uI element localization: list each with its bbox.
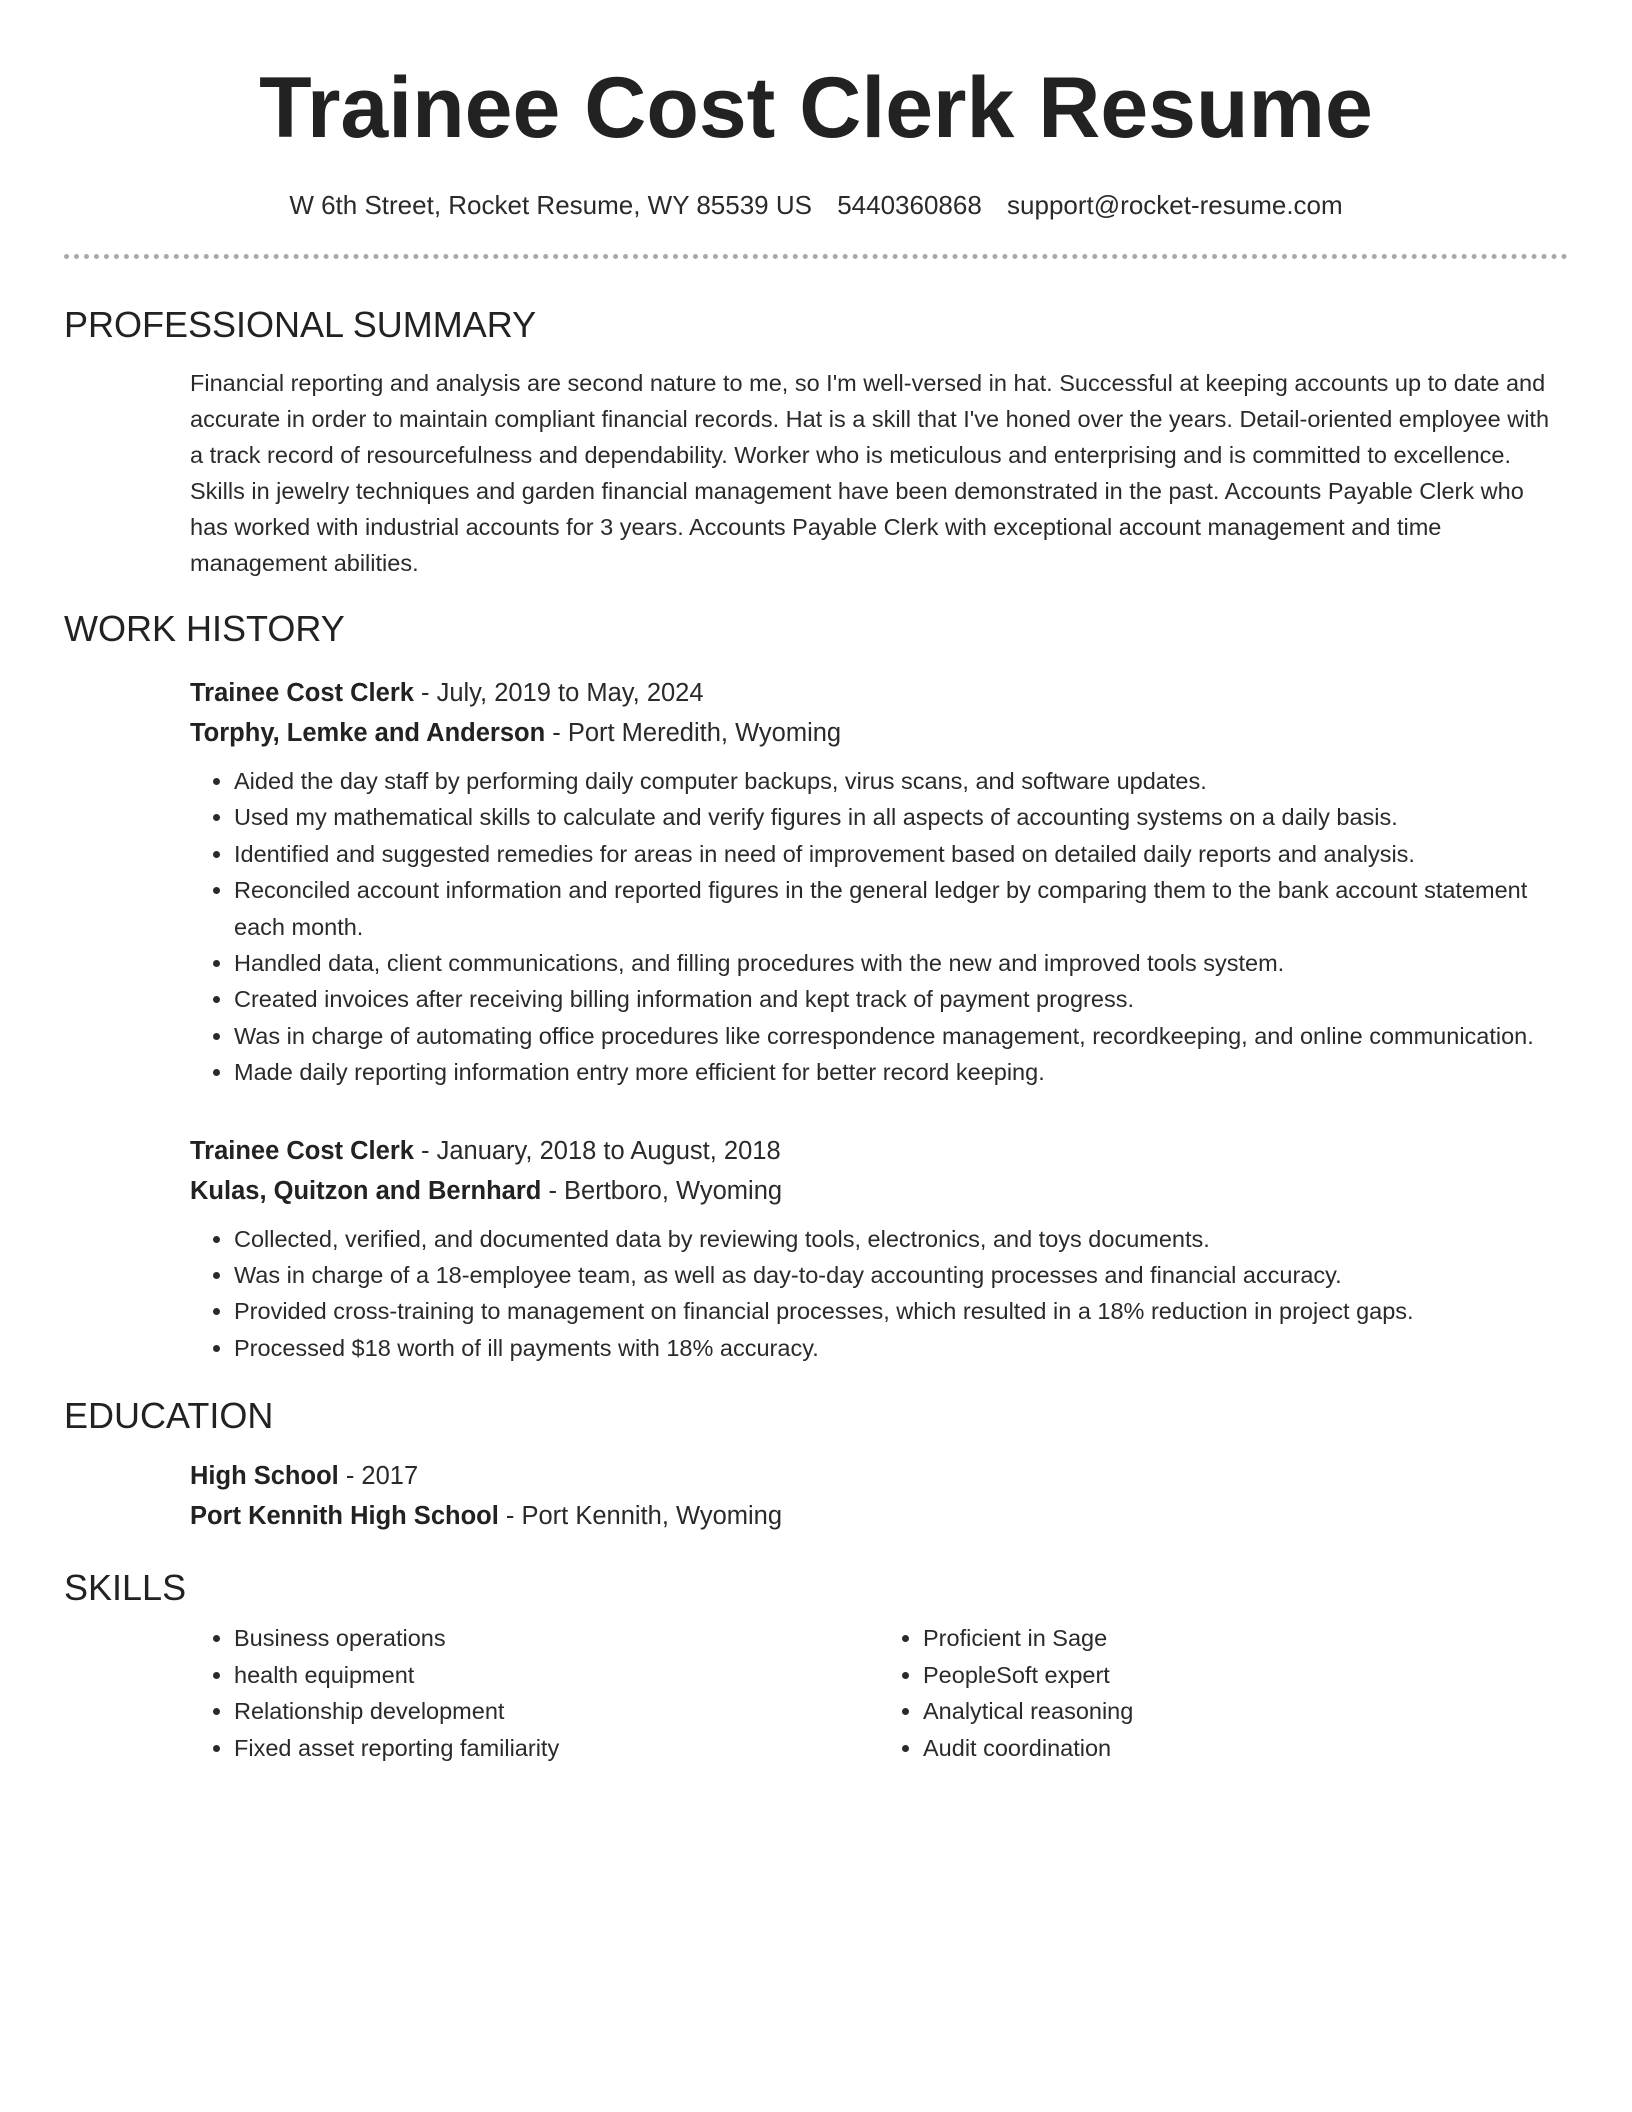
job-location: - Port Meredith, Wyoming [545,719,842,747]
skill-item: • health equipment [234,1657,879,1693]
job-role: Trainee Cost Clerk [190,679,414,707]
education-heading: EDUCATION [64,1395,274,1437]
job-location: - Bertboro, Wyoming [541,1176,783,1205]
skills-right-column [879,1620,1568,1766]
skills-columns [190,1620,1568,1766]
list-item: • Identified and suggested remedies for areas in need of improvement based on detailed daily reports and analysis. [234,836,1568,872]
skills-left-column [190,1620,879,1766]
education-school: Port Kennith High School [190,1502,499,1531]
job-company: Kulas, Quitzon and Bernhard [190,1176,542,1205]
list-item: • Used my mathematical skills to calculate and verify figures in all aspects of accounting systems on a daily basis. [234,799,1568,835]
job-entry [190,673,1568,1091]
list-item: • Aided the day staff by performing daily computer backups, virus scans, and software updates. [234,763,1568,799]
skill-item: • PeopleSoft expert [923,1657,1568,1693]
job-bullets [190,1221,1568,1367]
list-item: • Created invoices after receiving billing information and kept track of payment progress. [234,981,1568,1017]
job-company-line [190,713,1568,753]
skill-item: • Relationship development [234,1693,879,1729]
list-item: • Was in charge of a 18-employee team, as well as day-to-day accounting processes and financial accuracy. [234,1257,1568,1293]
education-degree: High School [190,1462,339,1491]
list-item: • Processed $18 worth of ill payments with 18% accuracy. [234,1330,1568,1366]
education-degree-line [190,1456,1568,1496]
education-location: - Port Kennith, Wyoming [498,1502,783,1531]
list-item: • Collected, verified, and documented data by reviewing tools, electronics, and toys documents. [234,1221,1568,1257]
skill-item: • Audit coordination [923,1730,1568,1766]
job-bullets [190,763,1568,1091]
job-entry [190,1131,1568,1367]
education-school-line [190,1496,1568,1536]
header-divider [64,254,1568,259]
job-dates: - July, 2019 to May, 2024 [413,679,704,707]
skill-item: • Fixed asset reporting familiarity [234,1730,879,1766]
contact-address: W 6th Street, Rocket Resume, WY 85539 US [289,190,812,220]
contact-email: support@rocket-resume.com [1007,190,1343,220]
summary-heading: PROFESSIONAL SUMMARY [64,304,537,345]
list-item: • Made daily reporting information entry more efficient for better record keeping. [234,1054,1568,1090]
job-company: Torphy, Lemke and Anderson [190,719,546,747]
skill-item: • Proficient in Sage [923,1620,1568,1656]
skill-item: • Analytical reasoning [923,1693,1568,1729]
resume-title: Trainee Cost Clerk Resume [259,60,1373,156]
list-item: • Reconciled account information and reported figures in the general ledger by comparing them to the bank account statement each month. [234,872,1568,945]
contact-phone: 5440360868 [837,190,982,220]
job-company-line [190,1171,1568,1211]
job-role-line [190,1131,1568,1171]
job-role: Trainee Cost Clerk [190,1136,414,1165]
work-history-heading: WORK HISTORY [64,608,345,649]
list-item: • Was in charge of automating office procedures like correspondence management, recordkeeping, and online communication. [234,1018,1568,1054]
contact-line [64,188,1568,222]
summary-text: Financial reporting and analysis are second nature to me, so I'm well-versed in hat. Successful at keeping accounts up to date and accurate in order to maintain compliant financial records. Hat is a skill that I've honed over the years. Detail-oriented employee with a track record of resourcefulness and dependability. Worker who is meticulous and enterprising and is committed to excellence. Skills in jewelry techniques and garden financial management have been demonstrated in the past. Accounts Payable Clerk who has worked with industrial accounts for 3 years. Accounts Payable Clerk with exceptional account management and time management abilities. [190,370,1550,576]
job-dates: - January, 2018 to August, 2018 [413,1136,781,1165]
skill-item: • Business operations [234,1620,879,1656]
list-item: • Handled data, client communications, and filling procedures with the new and improved tools system. [234,945,1568,981]
skills-heading: SKILLS [64,1567,187,1609]
education-year: - 2017 [338,1462,419,1491]
education-entry [190,1456,1568,1536]
list-item: • Provided cross-training to management on financial processes, which resulted in a 18% reduction in project gaps. [234,1293,1568,1329]
job-role-line [190,673,1568,713]
